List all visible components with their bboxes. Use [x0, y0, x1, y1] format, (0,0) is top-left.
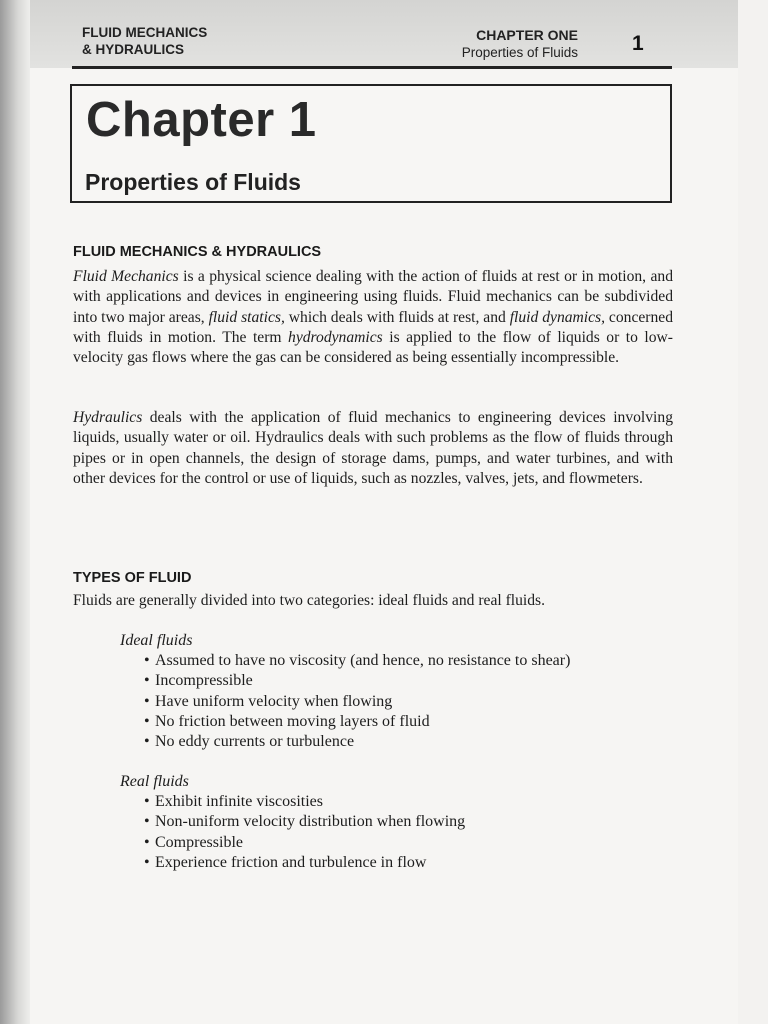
paragraph-text: deals with the application of fluid mechanics to engineering devices involving liquids, usually water or oil. Hydraulics deals with such problems as the flow of fluids through pipes or in open channels, the design of storage dams, pumps, and water turbines, and with other devices for the control or use of liquids, such as nozzles, valves, jets, and flowmeters. — [73, 409, 673, 487]
real-fluids-label: Real fluids — [120, 773, 189, 790]
header-chapter-number: CHAPTER ONE — [476, 27, 578, 43]
list-item: • Experience friction and turbulence in flow — [140, 853, 465, 873]
paragraph-text: is applied to the flow of liquids or to low-velocity gas flows where the gas can be considered as being essentially incompressible. — [73, 328, 673, 367]
list-item: • No friction between moving layers of fluid — [140, 712, 570, 732]
term-fluid-statics: fluid statics, — [208, 308, 285, 326]
term-fluid-mechanics: Fluid Mechanics — [73, 268, 179, 285]
paragraph-text: concerned with fluids in motion. The term — [73, 308, 673, 346]
term-hydrodynamics: hydrodynamics — [288, 328, 383, 346]
real-fluids-list — [140, 792, 465, 873]
paragraph-types-intro: Fluids are generally divided into two categories: ideal fluids and real fluids. — [73, 592, 546, 609]
chapter-title: Chapter 1 — [86, 93, 317, 147]
header-book-title — [82, 24, 207, 58]
page-edge-shadow — [0, 0, 30, 1024]
header-rule — [72, 66, 672, 69]
list-item: • Incompressible — [140, 671, 570, 691]
header-book-title-line2: & HYDRAULICS — [82, 42, 185, 57]
list-item: • No eddy currents or turbulence — [140, 732, 570, 752]
list-item: • Exhibit infinite viscosities — [140, 792, 465, 812]
paragraph-hydraulics — [73, 408, 673, 489]
list-item: • Have uniform velocity when flowing — [140, 692, 570, 712]
list-item: • Assumed to have no viscosity (and hence, no resistance to shear) — [140, 651, 570, 671]
section-heading-types-of-fluid: TYPES OF FLUID — [73, 570, 192, 586]
term-hydraulics: Hydraulics — [73, 409, 143, 426]
header-chapter — [462, 27, 578, 61]
ideal-fluids-list — [140, 651, 570, 752]
paragraph-text: is a physical science dealing with the action of fluids at rest or in motion, and with applications and devices in engineering using fluids. Fluid mechanics can be subdivided into two major areas, — [73, 268, 673, 326]
list-item: • Compressible — [140, 833, 465, 853]
header-chapter-title: Properties of Fluids — [461, 45, 578, 60]
ideal-fluids-label: Ideal fluids — [120, 632, 193, 649]
paragraph-fluid-mechanics — [73, 267, 673, 368]
page-number: 1 — [632, 32, 644, 55]
list-item: • Non-uniform velocity distribution when flowing — [140, 812, 465, 832]
paragraph-text: which deals with fluids at rest, and — [284, 308, 510, 326]
section-heading-fluid-mechanics: FLUID MECHANICS & HYDRAULICS — [73, 244, 322, 260]
chapter-title-box — [70, 84, 672, 203]
header-book-title-line1: FLUID MECHANICS — [82, 25, 208, 40]
chapter-subtitle: Properties of Fluids — [85, 169, 301, 195]
term-fluid-dynamics: fluid dynamics, — [509, 308, 606, 326]
